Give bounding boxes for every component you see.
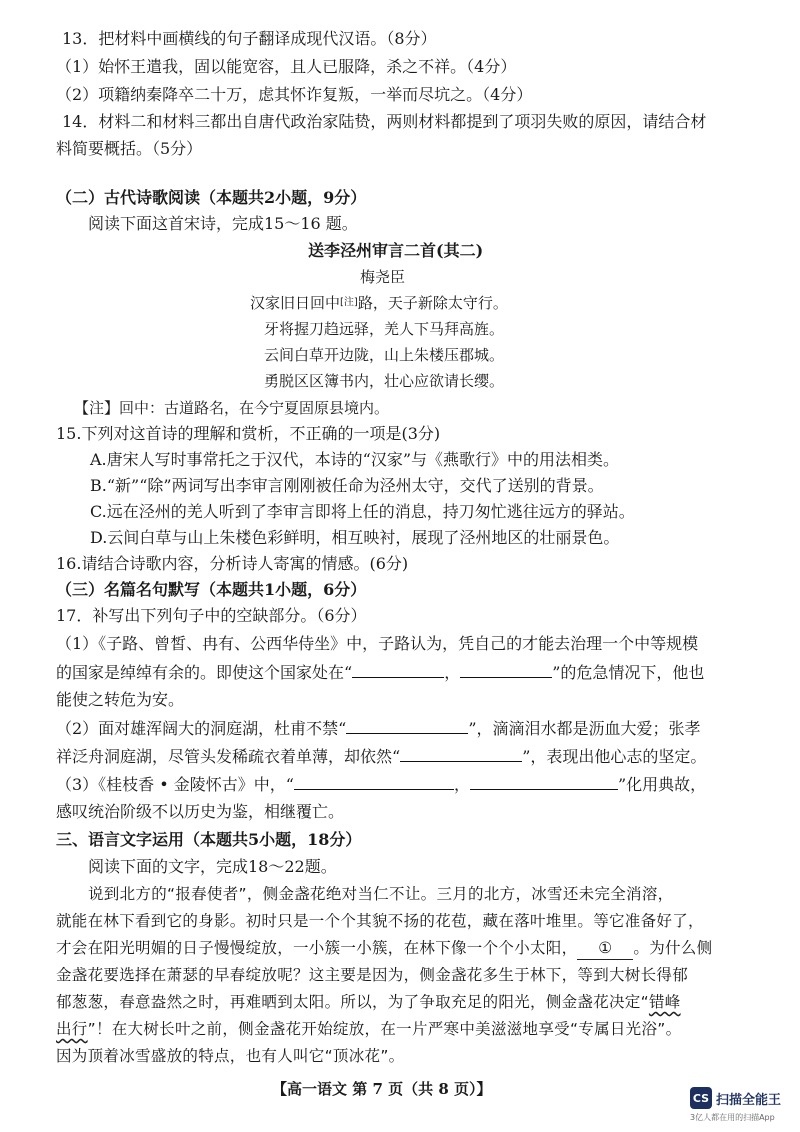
section2-intro: 阅读下面这首宋诗，完成15～16 题。: [88, 214, 358, 233]
q15-option-a: A.唐宋人写时事常托之于汉代，本诗的“汉家”与《燕歌行》中的用法相类。: [90, 450, 620, 469]
poem-note: 【注】回中：古道路名，在今宁夏固原县境内。: [74, 399, 390, 417]
poem-author: 梅尧臣: [360, 268, 406, 286]
q17-item1-line3: 能使之转危为安。: [56, 690, 185, 709]
part3-intro: 阅读下面的文字，完成18～22题。: [88, 857, 337, 876]
answer-blank: [352, 661, 444, 678]
scanner-watermark: [690, 1087, 781, 1109]
q15-option-c: C.远在泾州的羌人听到了李审言即将上任的消息，持刀匆忙逃往远方的驿站。: [90, 502, 635, 521]
passage-line1: 说到北方的“报春使者”，侧金盏花绝对当仁不让。三月的北方，冰雪还未完全消溶，: [88, 885, 674, 903]
answer-blank: [400, 745, 522, 762]
passage-line5: 郁葱葱，春意盎然之时，再难晒到太阳。所以，为了争取充足的阳光，侧金盏花决定“错峰: [56, 993, 681, 1011]
passage-line6: 出行”！在大树长叶之前，侧金盏花开始绽放，在一片严寒中美滋滋地享受“专属日光浴”。: [56, 1020, 682, 1038]
answer-blank: [460, 661, 552, 678]
passage-line4: 金盏花要选择在萧瑟的早春绽放呢？这主要是因为，侧金盏花多生于林下，等到大树长得郁: [56, 966, 689, 984]
blank-marker: ①: [577, 937, 633, 960]
q13-item2: （2）项籍纳秦降卒二十万，虑其怀诈复叛，一举而尽坑之。（4分）: [56, 85, 533, 104]
q17-item3-line1: （3）《桂枝香 • 金陵怀古》中，“ ， ”化用典故，: [56, 775, 707, 794]
q15-option-d: D.云间白草与山上朱楼色彩鲜明，相互映衬，展现了泾州地区的壮丽景色。: [90, 528, 620, 547]
watermark-sub: 3亿人都在用的扫描App: [690, 1113, 775, 1122]
answer-blank: [294, 773, 454, 790]
poem-line1: 汉家旧日回中[注]路，天子新除太守行。: [250, 294, 508, 312]
q17-stem: 17．补写出下列句子中的空缺部分。（6分）: [56, 606, 367, 625]
wavy-underline: 出行: [56, 1020, 88, 1038]
q13-stem: 13．把材料中画横线的句子翻译成现代汉语。（8分）: [62, 29, 437, 48]
q13-item1: （1）始怀王遣我，固以能宽容，且人已服降，杀之不祥。（4分）: [56, 57, 517, 76]
q14-line1: 14．材料二和材料三都出自唐代政治家陆贽，两则材料都提到了项羽失败的原因，请结合材: [62, 112, 707, 131]
passage-line7: 因为顶着冰雪盛放的特点，也有人叫它“顶冰花”。: [56, 1047, 405, 1065]
q17-item2-line1: （2）面对雄浑阔大的洞庭湖，杜甫不禁“ ”，滴滴泪水都是沥血大爱；张孝: [56, 719, 701, 738]
poem-line4: 勇脱区区簿书内，壮心应欲请长缨。: [264, 372, 505, 390]
q17-item1-line2: 的国家是绰绰有余的。即使这个国家处在“ ， ”的危急情况下，他也: [56, 663, 705, 682]
q15-option-b: B.“新”“除”两词写出李审言刚刚被任命为泾州太守，交代了送别的背景。: [90, 476, 604, 495]
answer-blank: [470, 773, 618, 790]
wavy-underline: 错峰: [648, 993, 681, 1011]
q15-stem: 15.下列对这首诗的理解和赏析，不正确的一项是(3分): [56, 424, 441, 443]
page-footer: 【高一语文 第 7 页（共 8 页）】: [272, 1080, 492, 1098]
poem-line3: 云间白草开边陇，山上朱楼压郡城。: [264, 346, 505, 364]
answer-blank: [346, 717, 468, 734]
camscanner-icon: CS: [690, 1087, 712, 1109]
section2-header: （二）古代诗歌阅读（本题共2小题，9分）: [56, 188, 367, 207]
q17-item3-line2: 感叹统治阶级不以历史为鉴，相继覆亡。: [56, 802, 345, 821]
part3-header: 三、语言文字运用（本题共5小题，18分）: [56, 830, 362, 849]
watermark-name: 扫描全能王: [716, 1092, 782, 1108]
poem-line2: 牙将握刀趋远驿，羌人下马拜高旌。: [264, 320, 505, 338]
q14-line2: 料简要概括。（5分）: [56, 139, 203, 158]
q17-item1-line1: （1）《子路、曾皙、冉有、公西华侍坐》中，子路认为，凭自己的才能去治理一个中等规模: [56, 634, 699, 653]
note-mark: [注]: [340, 297, 358, 308]
section3-header: （三）名篇名句默写（本题共1小题，6分）: [56, 580, 367, 599]
q16-stem: 16.请结合诗歌内容，分析诗人寄寓的情感。(6分): [56, 554, 409, 573]
passage-line2: 就能在林下看到它的身影。初时只是一个个其貌不扬的花苞，藏在落叶堆里。等它准备好了，: [56, 912, 704, 930]
passage-line3: 才会在阳光明媚的日子慢慢绽放，一小簇一小簇，在林下像一个个小太阳， ① 。为什么侧: [56, 937, 712, 960]
q17-item2-line2: 祥泛舟洞庭湖，尽管头发稀疏衣着单薄，却依然“ ”，表现出他心志的坚定。: [56, 747, 707, 766]
poem-title: 送李泾州审言二首(其二): [308, 241, 484, 260]
